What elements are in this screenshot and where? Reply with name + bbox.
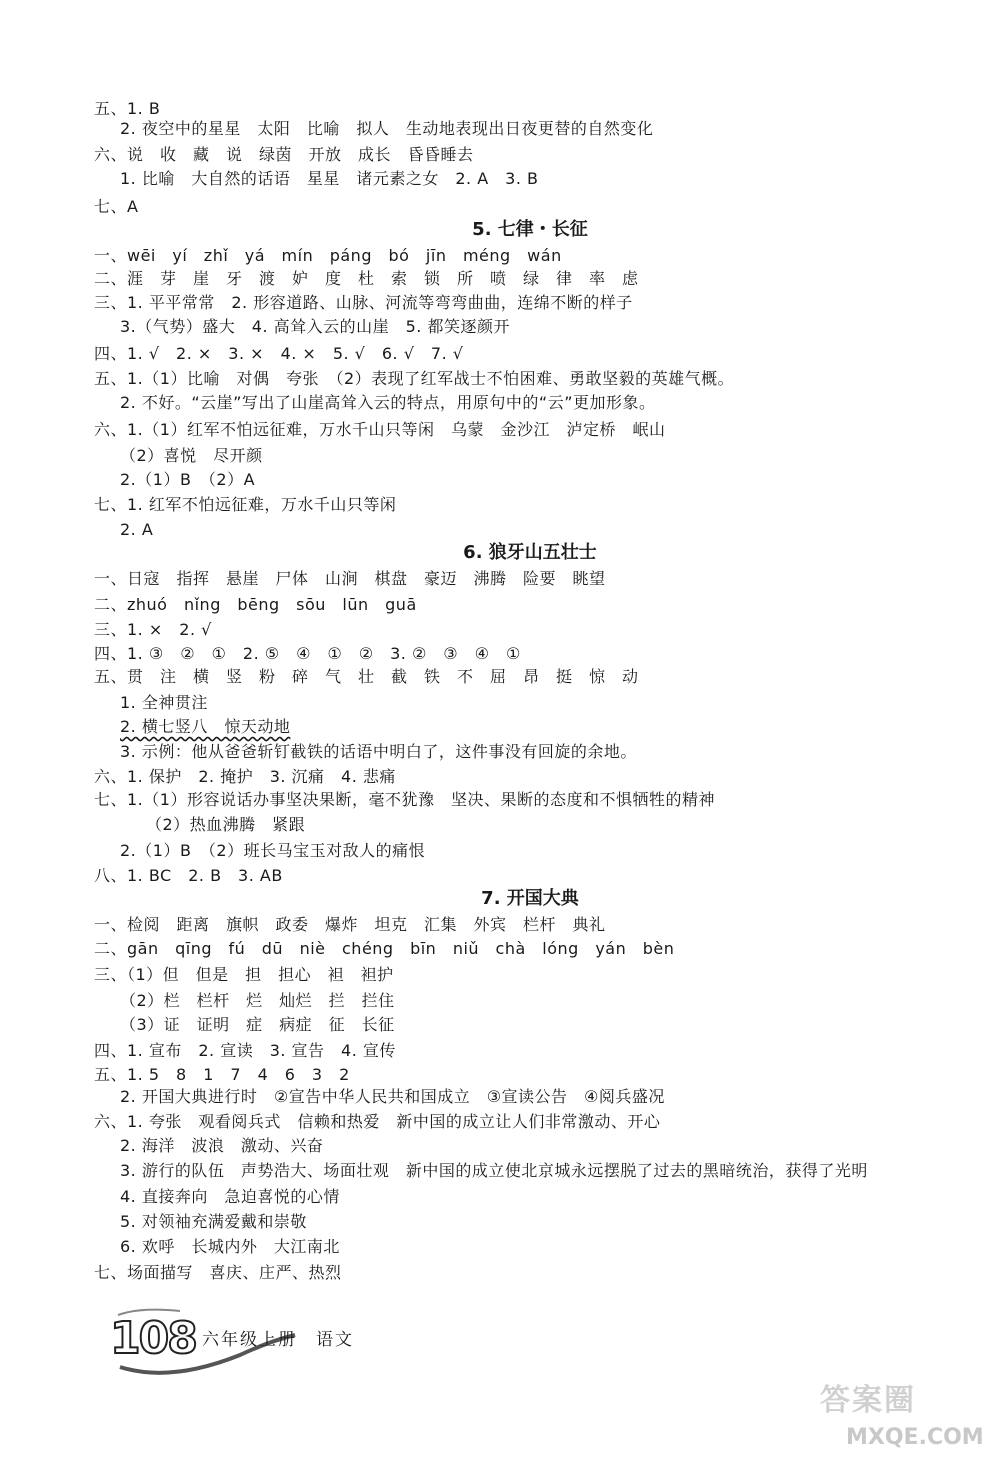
answer-line: 1. 全神贯注	[120, 693, 208, 712]
answer-line: （2）热血沸腾 紧跟	[146, 815, 306, 834]
answer-line: 2. 夜空中的星星 太阳 比喻 拟人 生动地表现出日夜更替的自然变化	[120, 119, 654, 138]
answer-line: 四、1. ③ ② ① 2. ⑤ ④ ① ② 3. ② ③ ④ ①	[94, 644, 521, 663]
answer-line: 3. 示例：他从爸爸斩钉截铁的话语中明白了，这件事没有回旋的余地。	[120, 742, 637, 761]
answer-line: 六、1. 保护 2. 掩护 3. 沉痛 4. 悲痛	[94, 767, 396, 786]
answer-line: 2.（1）B （2）A	[120, 470, 256, 489]
answer-line: 2. A	[120, 520, 154, 539]
answer-line: 五、贯 注 横 竖 粉 碎 气 壮 截 铁 不 屈 昂 挺 惊 动	[94, 667, 639, 686]
answer-line: 五、1. 5 8 1 7 4 6 3 2	[94, 1065, 350, 1084]
answer-line: （2）栏 栏杆 烂 灿烂 拦 拦住	[120, 991, 395, 1010]
answer-line: 二、涯 芽 崖 牙 渡 妒 度 杜 索 锁 所 喷 绿 律 率 虑	[94, 269, 639, 288]
grade-subject: 六年级上册 语文	[202, 1330, 354, 1350]
answer-line: 六、说 收 藏 说 绿茵 开放 成长 昏昏睡去	[94, 145, 474, 164]
lesson-title: 5. 七律・长征	[472, 219, 588, 240]
answer-line: 五、1.（1）比喻 对偶 夸张 （2）表现了红军战士不怕困难、勇敢坚毅的英雄气概。	[94, 369, 735, 388]
answer-line: 一、日寇 指挥 悬崖 尸体 山涧 棋盘 豪迈 沸腾 险要 眺望	[94, 569, 606, 588]
watermark-brand: 答案圈	[820, 1383, 916, 1418]
answer-line: （2）喜悦 尽开颜	[120, 446, 263, 465]
answer-line: 一、wēi yí zhǐ yá mín páng bó jīn méng wán	[94, 246, 562, 265]
page-footer	[110, 1305, 410, 1385]
answer-line: 七、A	[94, 197, 139, 216]
answer-line: 4. 直接奔向 急迫喜悦的心情	[120, 1187, 340, 1206]
lesson-title: 7. 开国大典	[481, 888, 579, 909]
answer-line: 七、1. 红军不怕远征难，万水千山只等闲	[94, 495, 397, 514]
answer-line: 六、1. 夸张 观看阅兵式 信赖和热爱 新中国的成立让人们非常激动、开心	[94, 1112, 661, 1131]
watermark-url: MXQE.COM	[846, 1425, 984, 1450]
answer-line: 七、1.（1）形容说话办事坚决果断，毫不犹豫 坚决、果断的态度和不惧牺牲的精神	[94, 790, 715, 809]
answer-line: 2. 开国大典进行时 ②宣告中华人民共和国成立 ③宣读公告 ④阅兵盛况	[120, 1087, 665, 1106]
answer-line: 三、1. × 2. √	[94, 620, 212, 639]
answer-line: 6. 欢呼 长城内外 大江南北	[120, 1237, 340, 1256]
answer-line: 2. 不好。“云崖”写出了山崖高耸入云的特点，用原句中的“云”更加形象。	[120, 393, 656, 412]
answer-line: 五、1. B	[94, 99, 161, 118]
answer-line: 三、1. 平平常常 2. 形容道路、山脉、河流等弯弯曲曲，连绵不断的样子	[94, 293, 633, 312]
answer-line: 2.（1）B （2）班长马宝玉对敌人的痛恨	[120, 841, 426, 860]
answer-line: 2. 横七竖八 惊天动地	[120, 717, 291, 736]
answer-line: 5. 对领袖充满爱戴和崇敬	[120, 1212, 307, 1231]
answer-line: 3. 游行的队伍 声势浩大、场面壮观 新中国的成立使北京城永远摆脱了过去的黑暗统治，获得了光明	[120, 1161, 868, 1180]
page-number: 108	[110, 1313, 196, 1364]
answer-line: 一、检阅 距离 旗帜 政委 爆炸 坦克 汇集 外宾 栏杆 典礼	[94, 915, 606, 934]
answer-line: 四、1. √ 2. × 3. × 4. × 5. √ 6. √ 7. √	[94, 344, 464, 363]
answer-line: 六、1.（1）红军不怕远征难，万水千山只等闲 乌蒙 金沙江 泸定桥 岷山	[94, 420, 666, 439]
answer-line: 1. 比喻 大自然的话语 星星 诸元素之女 2. A 3. B	[120, 169, 539, 188]
answer-line: 八、1. BC 2. B 3. AB	[94, 866, 283, 885]
lesson-title: 6. 狼牙山五壮士	[463, 542, 597, 563]
answer-line: 3.（气势）盛大 4. 高耸入云的山崖 5. 都笑逐颜开	[120, 317, 510, 336]
answer-line: 2. 海洋 波浪 激动、兴奋	[120, 1136, 324, 1155]
answer-line: 三、（1）但 但是 担 担心 袒 袒护	[94, 965, 394, 984]
answer-line: （3）证 证明 症 病症 征 长征	[120, 1015, 395, 1034]
answer-line: 七、场面描写 喜庆、庄严、热烈	[94, 1263, 342, 1282]
answer-line: 四、1. 宣布 2. 宣读 3. 宣告 4. 宣传	[94, 1041, 396, 1060]
answer-line: 二、zhuó nǐng bēng sōu lūn guā	[94, 595, 417, 614]
answer-line: 二、gān qīng fú dū niè chéng bīn niǔ chà lóng yán bèn	[94, 939, 675, 958]
